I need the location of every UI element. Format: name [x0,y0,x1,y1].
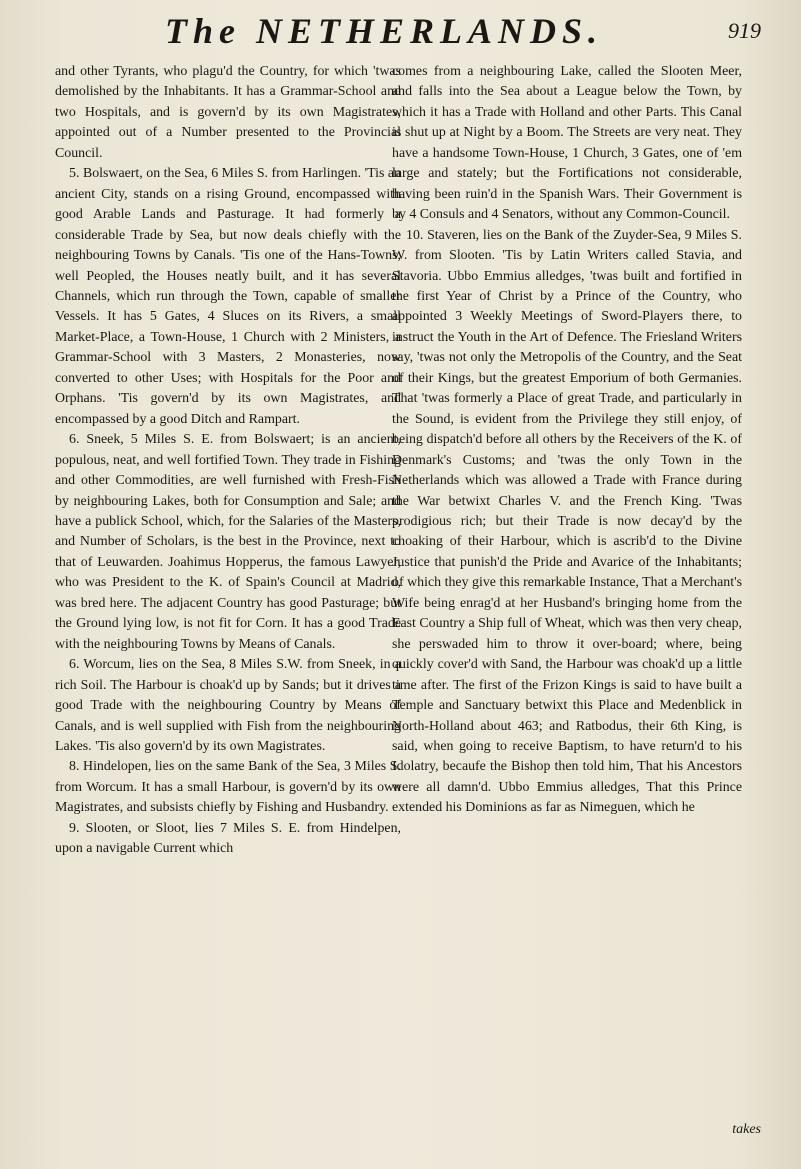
paragraph-hindelopen: 8. Hindelopen, lies on the same Bank of the Sea, 3 Miles S. from Worcum. It has a small Harbour, is govern'd by its own Magistrates, and subsists chiefly by Fishing and Husbandry. [55,759,401,816]
paragraph-slooten: 9. Slooten, or Sloot, lies 7 Miles S. E. from Hindelpen, upon a navigable Current which [55,820,401,857]
page-header [54,10,771,56]
paragraph-staveren: 10. Staveren, lies on the Bank of the Zuyder-Sea, 9 Miles S. W. from Slooten. 'Tis by Latin Writers called Stavia, and Stavoria. Ubbo Emmius alledges, 'twas built and fortified in the first Year of Christ by a Prince of the Country, who appointed 3 Weekly Meetings of Sword-Players there, to instruct the Youth in the Art of Defence. The Friesland Writers say, 'twas not only the Metropolis of the Country, and the Seat of their Kings, but the greatest Emporium of both Germanies. That 'twas formerly a Place of great Trade, and particularly in the Sound, is evident from the Privilege they still enjoy, of being dispatch'd before all others by the Receivers of the K. of Denmark's Customs; and 'twas the only Town in the Netherlands which was allowed a Trade with France during the War betwixt Charles V. and the French King. 'Twas prodigious rich; but their Trade is now decay'd by the choaking of their Harbour, which is ascrib'd to the Divine Justice that punish'd the Pride and Avarice of the Inhabitants; of which they give this remarkable Instance, That a Merchant's Wife being enrag'd at her Husband's bringing home from the East Country a Ship full of Wheat, which was then very cheap, she perswaded him to throw it over-board; where, being quickly cover'd with Sand, the Harbour was choak'd up a little time after. The first of the Frizon Kings is said to have built a Temple and Sanctuary betwixt this Place and Medenblick in North-Holland about 463; and Ratbodus, their 6th King, is said, when going to receive Baptism, to have return'd to his Idolatry, becaufe the Bishop then told him, That his Ancestors were all damn'd. Ubbo Emmius alledges, That this Prince extended his Dominions as far as Nimeguen, which he [392,227,742,816]
catchword: takes [732,1122,761,1137]
right-column [392,62,742,819]
paragraph-slooten-cont: comes from a neighbouring Lake, called the Slooten Meer, and falls into the Sea about a League below the Town, by which it has a Trade with Holland and other Parts. This Canal is shut up at Night by a Boom. The Streets are very neat. They have a handsome Town-House, 1 Church, 3 Gates, one of 'em large and stately; but the Fortifications not considerable, having been ruin'd in the Spanish Wars. Their Government is by 4 Consuls and 4 Senators, without any Common-Council. [392,64,742,223]
paragraph-bolswaert: 5. Bolswaert, on the Sea, 6 Miles S. from Harlingen. 'Tis an ancient City, stands on a rising Ground, encompassed with good Arable Lands and Pasturage. It had formerly a considerable Trade by Sea, but now deals chiefly with the neighbouring Towns by Canals. 'Tis one of the Hans-Towns, well Peopled, the Houses neatly built, and it has several Channels, which run through the Town, capable of smaller Vessels. It has 5 Gates, 4 Sluces on its Rivers, a small Market-Place, a Town-House, 1 Church with 2 Ministers, a Grammar-School with 3 Masters, 2 Monasteries, now converted to other Uses; with Hospitals for the Poor and Orphans. 'Tis govern'd by its own Magistrates, and encompassed by a good Ditch and Rampart. [55,166,401,427]
paragraph-sneek: 6. Sneek, 5 Miles S. E. from Bolswaert; is an ancient, populous, neat, and well fortified Town. They trade in Fishing and other Commodities, are well furnished with Fresh-Fish by neighbouring Lakes, both for Consumption and Sale; and have a publick School, which, for the Salaries of the Masters, and Number of Scholars, is the best in the Province, next to that of Leuwarden. Joahimus Hopperus, the famous Lawyer, who was President to the K. of Spain's Council at Madrid, was bred here. The adjacent Country has good Pasturage; but the Ground lying low, is not fit for Corn. It has a good Trade with the neighbouring Towns by Means of Canals. [55,432,401,652]
left-column [55,62,401,860]
running-title: The NETHERLANDS. [164,11,604,51]
paragraph: and other Tyrants, who plagu'd the Country, for which 'twas demolished by the Inhabitants. It has a Grammar-School and two Hospitals, and is govern'd by its own Magistrates, appointed out of a Number presented to the Provincial Council. [55,64,401,161]
page-number: 919 [728,18,761,43]
paragraph-worcum: 6. Worcum, lies on the Sea, 8 Miles S.W. from Sneek, in a rich Soil. The Harbour is choak'd up by Sands; but it drives a good Trade with the neighbouring Country by Means of Canals, and is well supplied with Fish from the neighbouring Lakes. 'Tis also govern'd by its own Magistrates. [55,657,401,754]
